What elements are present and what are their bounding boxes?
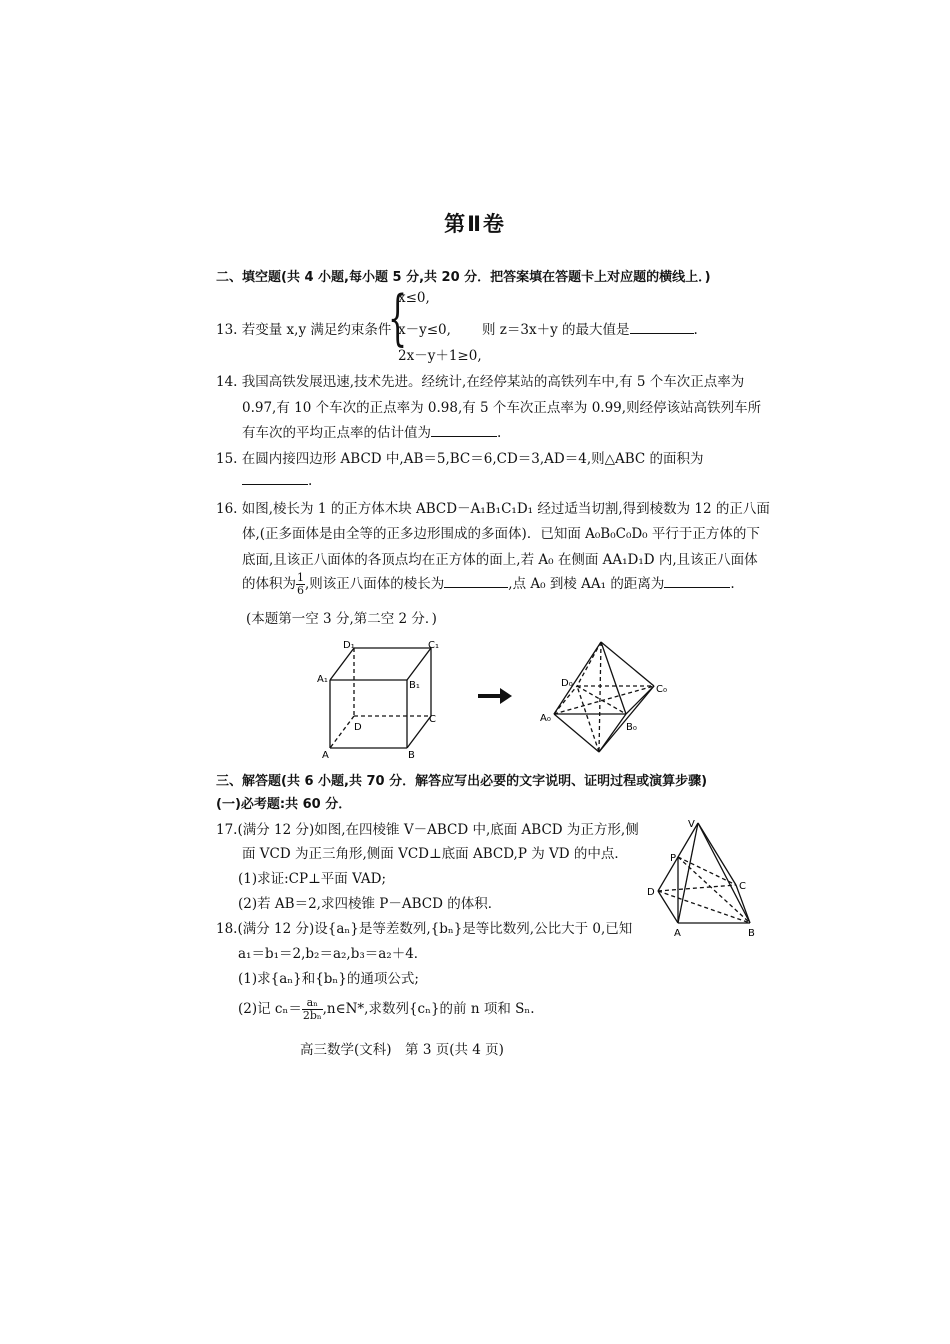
volume-fraction-den: 6	[297, 584, 304, 597]
q15-answer-blank	[242, 470, 308, 485]
volume-fraction-num: 1	[297, 571, 304, 584]
q16-text-b: ,则该正八面体的棱长为	[305, 576, 445, 592]
q13-question	[482, 318, 698, 338]
cube-figure	[330, 648, 431, 748]
label-B: B	[408, 750, 415, 761]
q16-end: .	[730, 576, 735, 592]
label-C-pyramid: C	[739, 881, 746, 892]
label-B0: B₀	[626, 722, 637, 733]
q17-part-2: (2)若 AB＝2,求四棱锥 P－ABCD 的体积．	[238, 896, 502, 912]
octahedron-figure	[554, 642, 654, 752]
page-footer: 高三数学(文科) 第 3 页(共 4 页)	[300, 1042, 504, 1058]
cn-fraction	[302, 997, 323, 1022]
label-B-pyramid: B	[748, 928, 755, 939]
q18-part-2-a: (2)记 cₙ＝	[238, 1001, 302, 1017]
q16-line-1: 16. 如图,棱长为 1 的正方体木块 ABCD－A₁B₁C₁D₁ 经过适当切割,得到棱数为 12 的正八面	[216, 501, 770, 517]
q17-line-1: 17.(满分 12 分)如图,在四棱锥 V－ABCD 中,底面 ABCD 为正方形,侧	[216, 822, 639, 838]
q16-figures	[250, 630, 690, 765]
q15-end: .	[308, 473, 313, 489]
q14-line-3-text: 有车次的平均正点率的估计值为	[242, 425, 431, 441]
label-A0: A₀	[540, 713, 551, 724]
section2-header: 二、填空题(共 4 小题,每小题 5 分,共 20 分．把答案填在答题卡上对应题的横线上．)	[216, 270, 711, 285]
cn-fraction-den: 2bₙ	[302, 1009, 322, 1022]
q13-prefix: 13. 若变量 x,y 满足约束条件	[216, 322, 392, 338]
q14-line-2: 0.97,有 10 个车次的正点率为 0.98,有 5 个车次正点率为 0.99,则经停该站高铁列车所	[242, 400, 762, 416]
q14-line-3	[242, 421, 501, 441]
q14-line-1: 14. 我国高铁发展迅速,技术先进。经统计,在经停某站的高铁列车中,有 5 个车次正点率为	[216, 374, 745, 390]
q18-part-2	[238, 997, 535, 1022]
q13-constraint-3: 2x－y＋1≥0,	[398, 348, 482, 364]
q14-end: .	[497, 425, 502, 441]
q17-line-2: 面 VCD 为正三角形,侧面 VCD⊥底面 ABCD,P 为 VD 的中点．	[242, 846, 628, 862]
volume-fraction	[296, 572, 305, 597]
q15-line-2	[242, 470, 312, 489]
q17-part-1: (1)求证:CP⊥平面 VAD;	[238, 871, 387, 887]
q16-note: (本题第一空 3 分,第二空 2 分．)	[246, 611, 437, 627]
q16-text-c: ,点 A₀ 到棱 AA₁ 的距离为	[508, 576, 665, 592]
label-A: A	[322, 750, 329, 761]
q16-line-4	[242, 572, 735, 597]
arrow-right-icon	[478, 688, 512, 704]
label-C0: C₀	[656, 684, 667, 695]
label-A-pyramid: A	[674, 928, 681, 939]
q14-answer-blank	[431, 422, 497, 437]
section3-sub: (一)必考题:共 60 分．	[216, 797, 352, 812]
q15-line-1: 15. 在圆内接四边形 ABCD 中,AB＝5,BC＝6,CD＝3,AD＝4,则△ABC 的面积为	[216, 451, 704, 467]
q16-line-3: 底面,且该正八面体的各顶点均在正方体的面上,若 A₀ 在侧面 AA₁D₁D 内,且该正八面体	[242, 552, 758, 568]
q13-end: .	[693, 322, 698, 338]
q13-constraint-2: x－y≤0,	[398, 322, 451, 338]
page-title: 第Ⅱ卷	[444, 212, 506, 236]
section3-header: 三、解答题(共 6 小题,共 70 分．解答应写出必要的文字说明、证明过程或演算步骤)	[216, 774, 708, 789]
q18-part-1: (1)求{aₙ}和{bₙ}的通项公式;	[238, 971, 419, 987]
q18-part-2-b: ,n∈N*,求数列{cₙ}的前 n 项和 Sₙ.	[322, 1001, 535, 1017]
label-D-pyramid: D	[647, 887, 655, 898]
brace-icon: {	[388, 283, 408, 353]
cn-fraction-num: aₙ	[302, 997, 323, 1010]
label-D1: D₁	[343, 640, 355, 651]
label-P: P	[670, 853, 677, 864]
q13-tail: 则 z＝3x＋y 的最大值是	[482, 322, 630, 338]
q18-line-2: a₁＝b₁＝2,b₂＝a₂,b₃＝a₂＋4．	[238, 946, 428, 962]
label-C1: C₁	[428, 640, 439, 651]
q16-text-a: 的体积为	[242, 576, 296, 592]
q16-answer-blank-1	[444, 573, 508, 588]
pyramid-lines	[658, 823, 750, 923]
q18-line-1: 18.(满分 12 分)设{aₙ}是等差数列,{bₙ}是等比数列,公比大于 0,已知	[216, 921, 633, 937]
q13-answer-blank	[630, 319, 694, 334]
q16-line-2: 体,(正多面体是由全等的正多边形围成的多面体)．已知面 A₀B₀C₀D₀ 平行于正方体的下	[242, 526, 760, 542]
label-C: C	[429, 714, 436, 725]
q17-pyramid-figure	[640, 815, 766, 940]
label-B1: B₁	[409, 680, 420, 691]
label-D: D	[354, 722, 362, 733]
q13-constraint-1: x≤0,	[398, 290, 430, 306]
label-V: V	[688, 819, 695, 830]
label-A1: A₁	[317, 674, 328, 685]
label-D0: D₀	[561, 678, 573, 689]
q16-answer-blank-2	[664, 573, 730, 588]
